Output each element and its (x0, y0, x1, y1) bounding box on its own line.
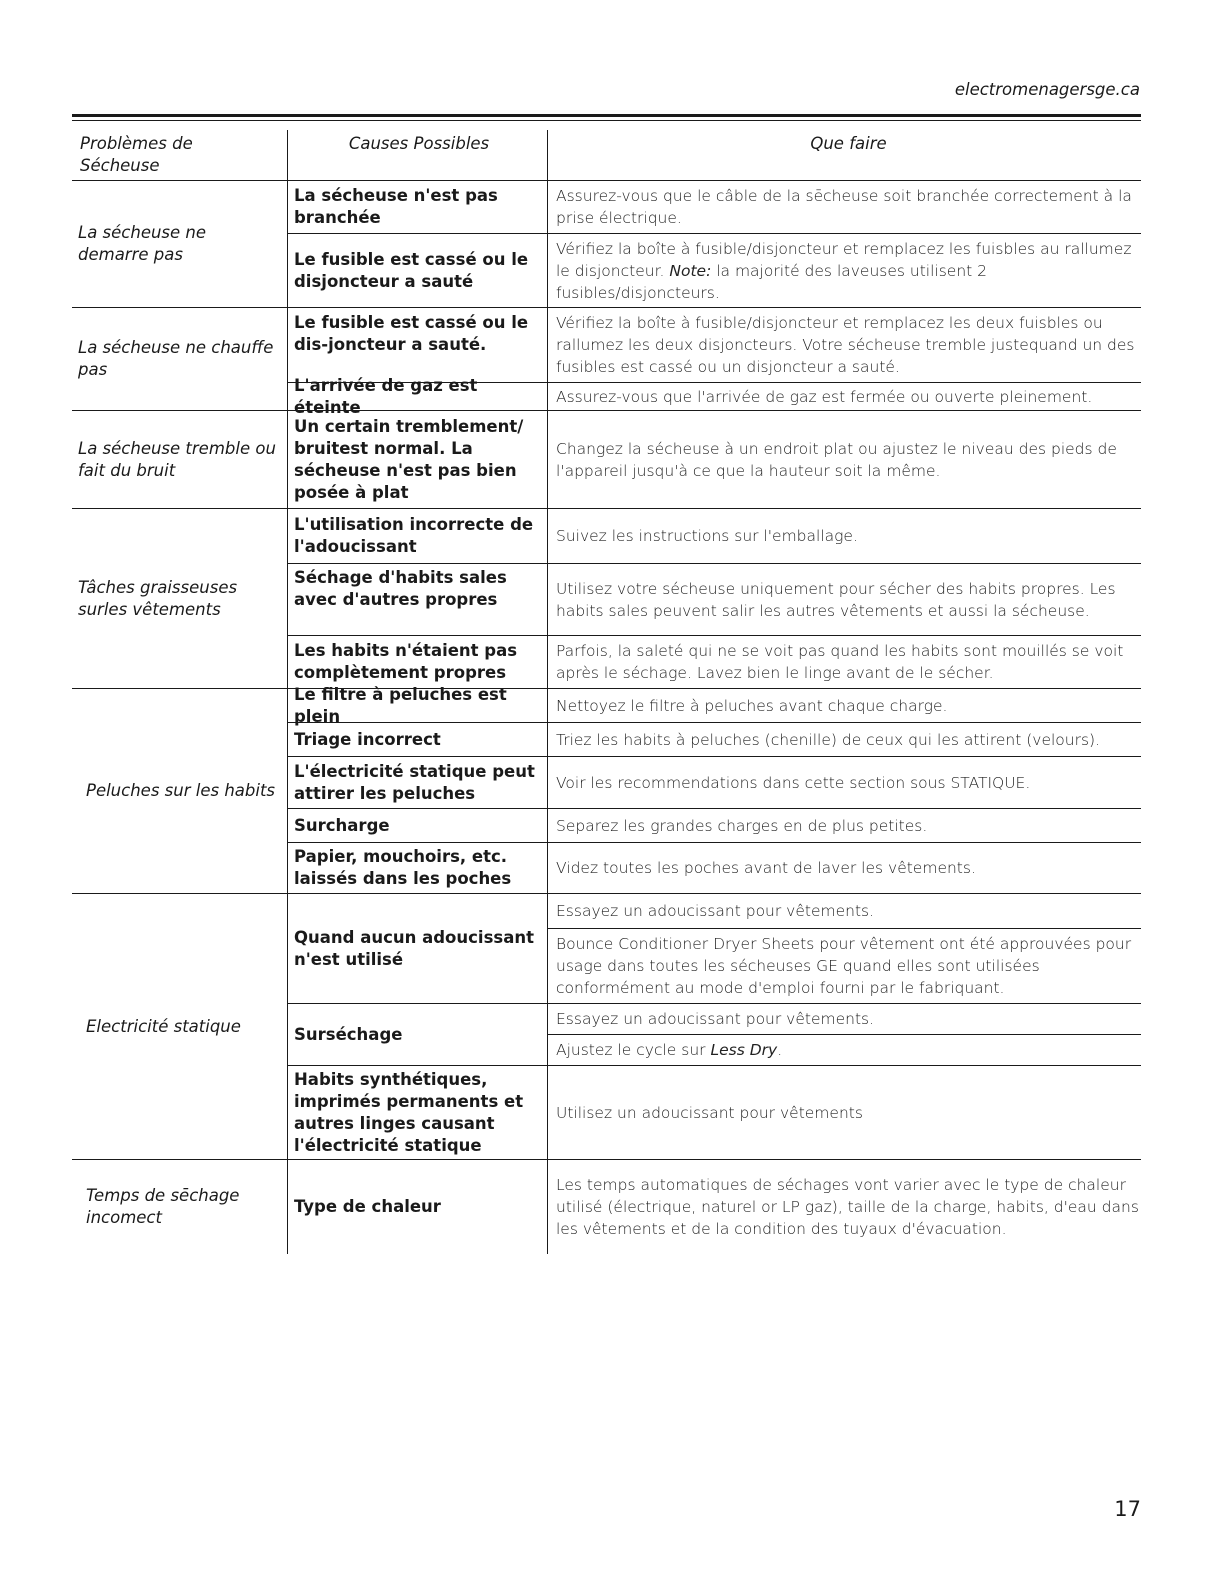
cause-cell: L'utilisation incorrecte de l'adoucissant (294, 515, 534, 556)
problem-cell: Peluches sur les habits (86, 781, 276, 800)
column-divider (547, 130, 548, 1254)
cause-cell: Type de chaleur (294, 1197, 441, 1216)
action-cell: Vérifiez la boîte à fusible/disjoncteur et remplacez les deux fuisbles ou rallumez les deux disjoncteurs. Votre sécheuse tremble justequand un des fusibles est cassé ou un disjoncteur a sauté. (556, 314, 1135, 376)
cause-cell: Un certain tremblement/ bruitest normal. La sécheuse n'est pas bien posée à plat (294, 416, 524, 502)
page-number: 17 (1114, 1497, 1141, 1521)
problem-cell: Electricité statique (86, 1016, 241, 1036)
action-cell: Essayez un adoucissant pour vêtements. (556, 902, 875, 920)
cause-cell: Le fusible est cassé ou le disjoncteur a sauté (294, 249, 529, 291)
action-cell: Triez les habits à peluches (chenille) de ceux qui les attirent (velours). (556, 730, 1101, 749)
cause-cell: Triage incorrect (294, 729, 441, 749)
cause-cell: La sécheuse n'est pas branchée (294, 186, 498, 227)
action-cell: Bounce Conditioner Dryer Sheets pour vêtement ont été approuvées pour usage dans toutes les sécheuses GE quand elles sont utilisées conformément au mode d'emploi fourni par le fabriquant. (556, 935, 1132, 997)
action-cell: Utilisez votre sécheuse uniquement pour sécher des habits propres. Les habits sales peuvent salir les autres vêtements et aussi la sécheuse. (556, 579, 1116, 620)
cause-cell: Papier, mouchoirs, etc. laissés dans les poches (294, 847, 512, 888)
action-cell: Utilisez un adoucissant pour vêtements (556, 1103, 863, 1122)
problem-cell: Temps de sēchage incomect (86, 1186, 240, 1227)
column-divider (287, 130, 288, 1254)
cause-cell: L'électricité statique peut attirer les peluches (294, 761, 535, 803)
problem-cell: La sécheuse tremble ou fait du bruit (78, 438, 276, 480)
action-cell: Essayez un adoucissant pour vêtements. (556, 1010, 875, 1028)
cause-cell: Les habits n'étaient pas complètement propres (294, 641, 518, 682)
header-rule-thin (72, 120, 1141, 121)
action-cell: Ajustez le cycle sur Less Dry. (556, 1041, 783, 1059)
action-cell: Les temps automatiques de séchages vont varier avec le type de chaleur utilisé (électrique, naturel or LP gaz), taille de la charge, habits, d'eau dans les vêtements et de la condition des tuyaux d'évacuation. (556, 1176, 1139, 1238)
header-problem: Problèmes de Sécheuse (80, 134, 193, 175)
header-cause: Causes Possibles (348, 134, 490, 153)
cause-cell: Séchage d'habits sales avec d'autres propres (294, 568, 507, 609)
action-cell: Videz toutes les poches avant de laver les vêtements. (556, 859, 976, 877)
problem-cell: Tâches graisseuses surles vêtements (78, 577, 238, 619)
cause-cell: Quand aucun adoucissant n'est utilisé (294, 927, 534, 969)
action-cell: Assurez-vous que le câble de la sēcheuse soit branchée correctement à la prise électrique. (556, 187, 1132, 227)
action-cell: Assurez-vous que l'arrivée de gaz est fermée ou ouverte pleinement. (556, 387, 1093, 406)
action-cell: Vérifiez la boîte à fusible/disjoncteur et remplacez les fuisbles au rallumez le disjoncteur. Note: la majorité des laveuses utilisent 2 fusibles/disjoncteurs. (556, 239, 1132, 302)
action-cell: Separez les grandes charges en de plus petites. (556, 816, 928, 835)
action-cell: Suivez les instructions sur l'emballage. (556, 527, 858, 545)
cause-cell: Surcharge (294, 815, 390, 835)
cause-cell: L'arrivée de gaz est éteinte (294, 375, 478, 417)
action-cell: Parfois, la saleté qui ne se voit pas quand les habits sont mouillés se voit après le séchage. Lavez bien le linge avant de le sécher. (556, 642, 1124, 682)
action-cell: Voir les recommendations dans cette section sous STATIQUE. (556, 773, 1031, 792)
cause-cell: Le filtre à peluches est plein (294, 684, 507, 726)
action-cell: Nettoyez le filtre à peluches avant chaque charge. (556, 696, 948, 715)
cause-cell: Le fusible est cassé ou le dis-joncteur a sauté. (294, 313, 529, 354)
site-url: electromenagersge.ca (954, 80, 1140, 99)
header-rule (72, 114, 1141, 117)
cause-cell: Habits synthétiques, imprimés permanents et autres linges causant l'électricité statique (294, 1069, 524, 1155)
problem-cell: La sécheuse ne chauffe pas (78, 338, 274, 379)
cause-cell: Surséchage (294, 1024, 403, 1044)
problem-cell: La sécheuse ne demarre pas (78, 223, 207, 264)
header-action: Que faire (810, 134, 887, 153)
action-cell: Changez la sécheuse à un endroit plat ou ajustez le niveau des pieds de l'appareil jusqu'à ce que la hauteur soit la même. (556, 439, 1117, 480)
